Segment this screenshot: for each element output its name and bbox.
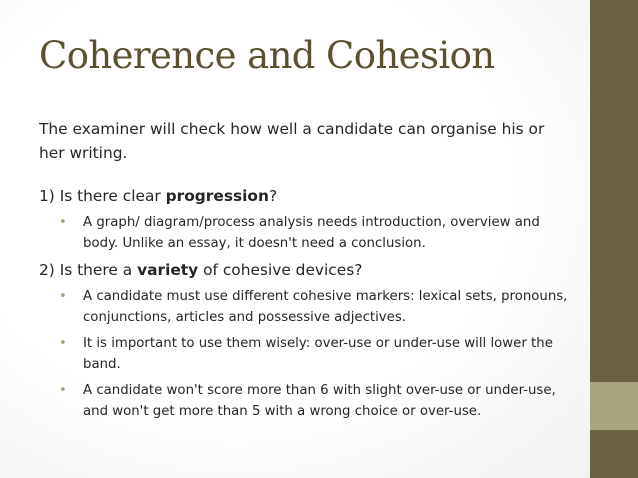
bullet-text: A candidate won't score more than 6 with slight over-use or under-use, and won't get more than 5 with a wrong choice or over-use.: [83, 383, 556, 419]
bullet-text: A candidate must use different cohesive markers: lexical sets, pronouns, conjunctions, articles and possessive adjectives.: [83, 289, 568, 325]
question-1-prefix: 1) Is there clear: [39, 187, 166, 205]
bullet-item: [39, 333, 574, 375]
bullet-icon: •: [59, 215, 67, 230]
bullet-icon: •: [59, 336, 67, 351]
bullet-item: [39, 286, 574, 328]
bullet-item: [39, 212, 574, 254]
question-1-suffix: ?: [268, 187, 278, 205]
bullet-text: A graph/ diagram/process analysis needs introduction, overview and body. Unlike an essay, it doesn't need a conclusion.: [83, 215, 540, 251]
intro-text: The examiner will check how well a candidate can organise his or her writing.: [39, 120, 545, 162]
slide-title: Coherence and Cohesion: [39, 34, 495, 77]
slide-body: [39, 117, 574, 422]
decorative-sidebar-accent: [590, 382, 638, 430]
question-1: [39, 185, 574, 207]
question-2-bullets: [39, 286, 574, 422]
question-2: [39, 259, 574, 281]
bullet-text: It is important to use them wisely: over-use or under-use will lower the band.: [83, 336, 553, 372]
question-2-suffix: of cohesive devices?: [198, 261, 363, 279]
bullet-icon: •: [59, 383, 67, 398]
question-2-prefix: 2) Is there a: [39, 261, 138, 279]
bullet-item: [39, 380, 574, 422]
bullet-icon: •: [59, 289, 67, 304]
question-2-keyword: variety: [137, 261, 199, 279]
question-1-bullets: [39, 212, 574, 254]
question-1-keyword: progression: [165, 187, 269, 205]
